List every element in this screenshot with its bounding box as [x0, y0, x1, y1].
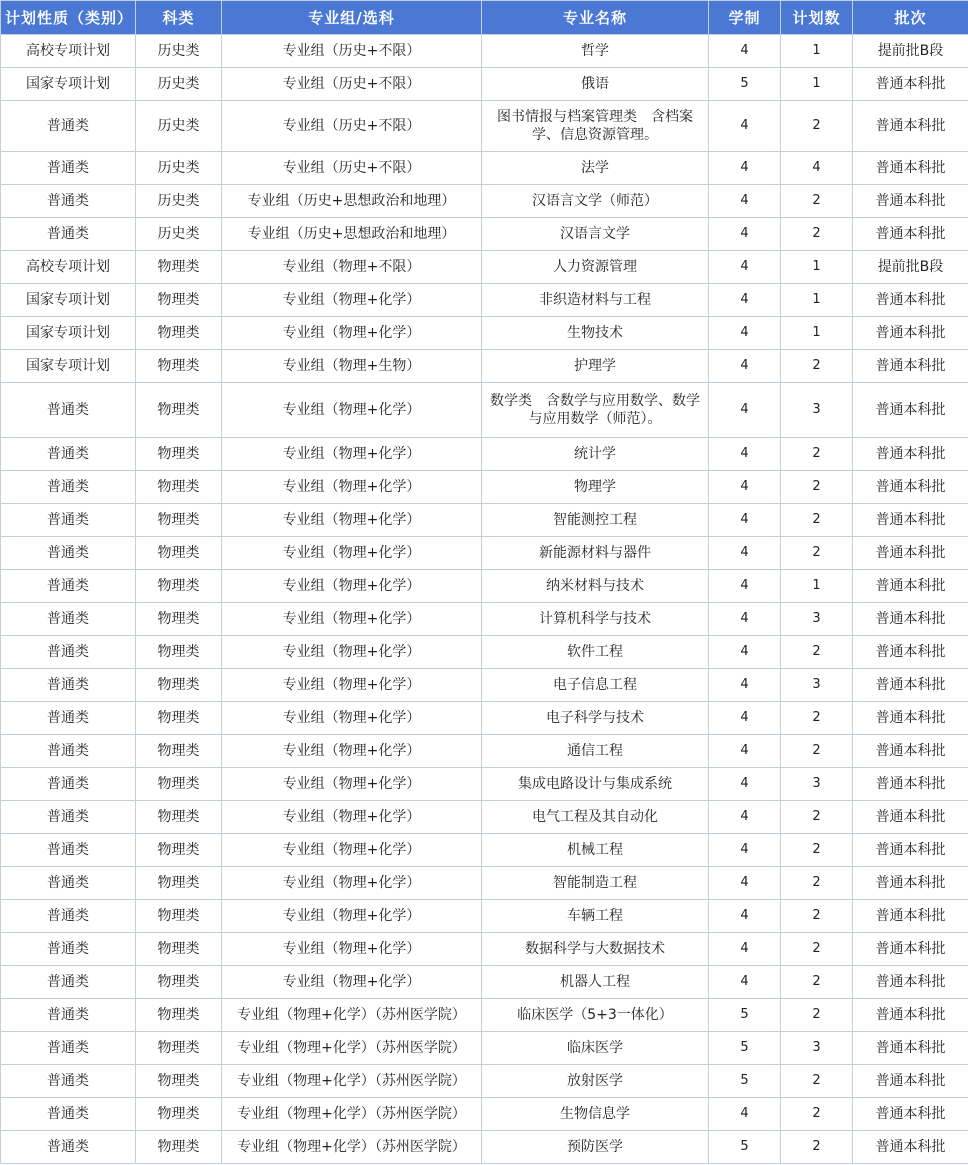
- batch-cell: 普通本科批: [853, 768, 968, 801]
- subject-category-cell: 物理类: [136, 966, 222, 999]
- plan-count-cell: 2: [781, 867, 853, 900]
- plan-count-cell: 1: [781, 251, 853, 284]
- major-group-cell: 专业组（物理+化学）: [222, 900, 482, 933]
- batch-cell: 普通本科批: [853, 834, 968, 867]
- subject-category-cell: 物理类: [136, 317, 222, 350]
- subject-category-cell: 历史类: [136, 101, 222, 152]
- plan-type-cell: 普通类: [1, 438, 136, 471]
- header-subject-category: 科类: [136, 1, 222, 35]
- major-name-cell: 软件工程: [482, 636, 709, 669]
- duration-cell: 4: [709, 35, 781, 68]
- subject-category-cell: 物理类: [136, 933, 222, 966]
- plan-type-cell: 普通类: [1, 603, 136, 636]
- table-body: [1, 35, 968, 1164]
- plan-type-cell: 普通类: [1, 504, 136, 537]
- major-name-cell: 计算机科学与技术: [482, 603, 709, 636]
- plan-type-cell: 普通类: [1, 636, 136, 669]
- plan-count-cell: 2: [781, 350, 853, 383]
- major-name-cell: 法学: [482, 152, 709, 185]
- table-row: [1, 801, 968, 834]
- plan-count-cell: 2: [781, 438, 853, 471]
- duration-cell: 5: [709, 68, 781, 101]
- major-name-cell: 护理学: [482, 350, 709, 383]
- batch-cell: 普通本科批: [853, 1065, 968, 1098]
- major-name-cell: 数据科学与大数据技术: [482, 933, 709, 966]
- batch-cell: 普通本科批: [853, 702, 968, 735]
- header-duration: 学制: [709, 1, 781, 35]
- major-name-cell: 临床医学: [482, 1032, 709, 1065]
- plan-count-cell: 3: [781, 383, 853, 438]
- table-row: [1, 768, 968, 801]
- duration-cell: 4: [709, 537, 781, 570]
- major-group-cell: 专业组（物理+化学）: [222, 284, 482, 317]
- table-row: [1, 1065, 968, 1098]
- subject-category-cell: 历史类: [136, 218, 222, 251]
- subject-category-cell: 物理类: [136, 471, 222, 504]
- plan-count-cell: 2: [781, 504, 853, 537]
- major-group-cell: 专业组（物理+化学）（苏州医学院）: [222, 1032, 482, 1065]
- duration-cell: 4: [709, 438, 781, 471]
- batch-cell: 普通本科批: [853, 603, 968, 636]
- subject-category-cell: 历史类: [136, 35, 222, 68]
- major-group-cell: 专业组（物理+生物）: [222, 350, 482, 383]
- duration-cell: 4: [709, 1098, 781, 1131]
- plan-count-cell: 3: [781, 603, 853, 636]
- major-name-cell: 图书情报与档案管理类 含档案学、信息资源管理。: [482, 101, 709, 152]
- header-major-group: 专业组/选科: [222, 1, 482, 35]
- table-row: [1, 218, 968, 251]
- plan-count-cell: 2: [781, 702, 853, 735]
- table-row: [1, 350, 968, 383]
- plan-count-cell: 2: [781, 834, 853, 867]
- batch-cell: 普通本科批: [853, 570, 968, 603]
- table-row: [1, 702, 968, 735]
- major-name-cell: 放射医学: [482, 1065, 709, 1098]
- duration-cell: 4: [709, 218, 781, 251]
- subject-category-cell: 物理类: [136, 504, 222, 537]
- major-group-cell: 专业组（物理+化学）: [222, 383, 482, 438]
- major-name-cell: 非织造材料与工程: [482, 284, 709, 317]
- table-row: [1, 101, 968, 152]
- table-row: [1, 471, 968, 504]
- batch-cell: 普通本科批: [853, 185, 968, 218]
- major-name-cell: 人力资源管理: [482, 251, 709, 284]
- major-group-cell: 专业组（物理+化学）: [222, 471, 482, 504]
- plan-count-cell: 2: [781, 471, 853, 504]
- subject-category-cell: 物理类: [136, 1131, 222, 1164]
- plan-type-cell: 普通类: [1, 1098, 136, 1131]
- plan-type-cell: 普通类: [1, 999, 136, 1032]
- plan-count-cell: 1: [781, 68, 853, 101]
- major-name-cell: 集成电路设计与集成系统: [482, 768, 709, 801]
- duration-cell: 4: [709, 768, 781, 801]
- subject-category-cell: 物理类: [136, 537, 222, 570]
- plan-type-cell: 普通类: [1, 801, 136, 834]
- plan-type-cell: 普通类: [1, 933, 136, 966]
- major-group-cell: 专业组（物理+化学）: [222, 966, 482, 999]
- plan-count-cell: 4: [781, 152, 853, 185]
- plan-count-cell: 2: [781, 218, 853, 251]
- plan-type-cell: 普通类: [1, 537, 136, 570]
- duration-cell: 4: [709, 504, 781, 537]
- duration-cell: 4: [709, 603, 781, 636]
- duration-cell: 5: [709, 1065, 781, 1098]
- duration-cell: 4: [709, 471, 781, 504]
- duration-cell: 4: [709, 185, 781, 218]
- subject-category-cell: 物理类: [136, 669, 222, 702]
- plan-type-cell: 普通类: [1, 185, 136, 218]
- duration-cell: 4: [709, 801, 781, 834]
- table-row: [1, 867, 968, 900]
- table-row: [1, 933, 968, 966]
- duration-cell: 4: [709, 933, 781, 966]
- plan-count-cell: 1: [781, 317, 853, 350]
- major-group-cell: 专业组（物理+化学）（苏州医学院）: [222, 1065, 482, 1098]
- subject-category-cell: 物理类: [136, 350, 222, 383]
- batch-cell: 提前批B段: [853, 251, 968, 284]
- major-group-cell: 专业组（历史+不限）: [222, 35, 482, 68]
- major-group-cell: 专业组（历史+不限）: [222, 152, 482, 185]
- major-group-cell: 专业组（物理+化学）: [222, 570, 482, 603]
- major-group-cell: 专业组（物理+化学）: [222, 867, 482, 900]
- batch-cell: 提前批B段: [853, 35, 968, 68]
- batch-cell: 普通本科批: [853, 1098, 968, 1131]
- header-batch: 批次: [853, 1, 968, 35]
- plan-count-cell: 2: [781, 537, 853, 570]
- batch-cell: 普通本科批: [853, 101, 968, 152]
- major-name-cell: 电气工程及其自动化: [482, 801, 709, 834]
- major-group-cell: 专业组（历史+不限）: [222, 101, 482, 152]
- table-row: [1, 1098, 968, 1131]
- plan-type-cell: 国家专项计划: [1, 350, 136, 383]
- table-row: [1, 603, 968, 636]
- plan-type-cell: 普通类: [1, 867, 136, 900]
- major-group-cell: 专业组（历史+不限）: [222, 68, 482, 101]
- table-row: [1, 284, 968, 317]
- duration-cell: 4: [709, 350, 781, 383]
- major-name-cell: 统计学: [482, 438, 709, 471]
- plan-count-cell: 1: [781, 35, 853, 68]
- table-row: [1, 1032, 968, 1065]
- duration-cell: 4: [709, 152, 781, 185]
- subject-category-cell: 物理类: [136, 1065, 222, 1098]
- major-name-cell: 电子科学与技术: [482, 702, 709, 735]
- subject-category-cell: 历史类: [136, 152, 222, 185]
- subject-category-cell: 物理类: [136, 603, 222, 636]
- major-name-cell: 物理学: [482, 471, 709, 504]
- plan-type-cell: 普通类: [1, 735, 136, 768]
- major-group-cell: 专业组（物理+化学）（苏州医学院）: [222, 999, 482, 1032]
- plan-count-cell: 2: [781, 1065, 853, 1098]
- major-group-cell: 专业组（物理+化学）: [222, 636, 482, 669]
- batch-cell: 普通本科批: [853, 504, 968, 537]
- major-name-cell: 纳米材料与技术: [482, 570, 709, 603]
- batch-cell: 普通本科批: [853, 537, 968, 570]
- plan-count-cell: 2: [781, 999, 853, 1032]
- table-row: [1, 438, 968, 471]
- batch-cell: 普通本科批: [853, 152, 968, 185]
- duration-cell: 4: [709, 284, 781, 317]
- table-row: [1, 251, 968, 284]
- header-plan-type: 计划性质（类别）: [1, 1, 136, 35]
- table-row: [1, 317, 968, 350]
- subject-category-cell: 历史类: [136, 68, 222, 101]
- table-row: [1, 504, 968, 537]
- duration-cell: 4: [709, 101, 781, 152]
- duration-cell: 4: [709, 966, 781, 999]
- duration-cell: 5: [709, 1032, 781, 1065]
- plan-type-cell: 普通类: [1, 966, 136, 999]
- major-name-cell: 车辆工程: [482, 900, 709, 933]
- plan-count-cell: 3: [781, 669, 853, 702]
- major-name-cell: 生物信息学: [482, 1098, 709, 1131]
- batch-cell: 普通本科批: [853, 284, 968, 317]
- plan-type-cell: 普通类: [1, 101, 136, 152]
- batch-cell: 普通本科批: [853, 636, 968, 669]
- header-plan-count: 计划数: [781, 1, 853, 35]
- major-name-cell: 数学类 含数学与应用数学、数学与应用数学（师范）。: [482, 383, 709, 438]
- major-group-cell: 专业组（物理+化学）: [222, 504, 482, 537]
- subject-category-cell: 物理类: [136, 438, 222, 471]
- subject-category-cell: 物理类: [136, 383, 222, 438]
- duration-cell: 4: [709, 735, 781, 768]
- plan-count-cell: 1: [781, 570, 853, 603]
- plan-count-cell: 2: [781, 735, 853, 768]
- plan-type-cell: 普通类: [1, 900, 136, 933]
- duration-cell: 4: [709, 669, 781, 702]
- plan-count-cell: 3: [781, 1032, 853, 1065]
- batch-cell: 普通本科批: [853, 900, 968, 933]
- table-row: [1, 152, 968, 185]
- subject-category-cell: 物理类: [136, 636, 222, 669]
- major-name-cell: 生物技术: [482, 317, 709, 350]
- plan-count-cell: 2: [781, 966, 853, 999]
- plan-type-cell: 普通类: [1, 768, 136, 801]
- table-row: [1, 35, 968, 68]
- major-group-cell: 专业组（物理+化学）: [222, 317, 482, 350]
- major-group-cell: 专业组（物理+化学）: [222, 537, 482, 570]
- plan-type-cell: 国家专项计划: [1, 317, 136, 350]
- plan-count-cell: 2: [781, 900, 853, 933]
- duration-cell: 4: [709, 702, 781, 735]
- plan-count-cell: 2: [781, 801, 853, 834]
- batch-cell: 普通本科批: [853, 383, 968, 438]
- subject-category-cell: 物理类: [136, 702, 222, 735]
- subject-category-cell: 物理类: [136, 867, 222, 900]
- major-group-cell: 专业组（历史+思想政治和地理）: [222, 218, 482, 251]
- major-group-cell: 专业组（物理+化学）: [222, 933, 482, 966]
- major-group-cell: 专业组（物理+化学）: [222, 669, 482, 702]
- subject-category-cell: 物理类: [136, 735, 222, 768]
- subject-category-cell: 物理类: [136, 834, 222, 867]
- major-name-cell: 通信工程: [482, 735, 709, 768]
- plan-count-cell: 2: [781, 101, 853, 152]
- plan-count-cell: 2: [781, 185, 853, 218]
- table-row: [1, 900, 968, 933]
- major-group-cell: 专业组（历史+思想政治和地理）: [222, 185, 482, 218]
- batch-cell: 普通本科批: [853, 438, 968, 471]
- major-name-cell: 新能源材料与器件: [482, 537, 709, 570]
- major-name-cell: 汉语言文学（师范）: [482, 185, 709, 218]
- batch-cell: 普通本科批: [853, 1131, 968, 1164]
- major-group-cell: 专业组（物理+化学）: [222, 801, 482, 834]
- major-group-cell: 专业组（物理+化学）: [222, 438, 482, 471]
- plan-type-cell: 普通类: [1, 669, 136, 702]
- major-group-cell: 专业组（物理+化学）: [222, 834, 482, 867]
- plan-count-cell: 3: [781, 768, 853, 801]
- subject-category-cell: 历史类: [136, 185, 222, 218]
- subject-category-cell: 物理类: [136, 284, 222, 317]
- plan-type-cell: 普通类: [1, 570, 136, 603]
- batch-cell: 普通本科批: [853, 218, 968, 251]
- major-name-cell: 机械工程: [482, 834, 709, 867]
- major-name-cell: 临床医学（5+3一体化）: [482, 999, 709, 1032]
- duration-cell: 4: [709, 636, 781, 669]
- plan-type-cell: 普通类: [1, 218, 136, 251]
- subject-category-cell: 物理类: [136, 1032, 222, 1065]
- major-name-cell: 智能测控工程: [482, 504, 709, 537]
- plan-type-cell: 国家专项计划: [1, 68, 136, 101]
- table-row: [1, 735, 968, 768]
- major-group-cell: 专业组（物理+化学）（苏州医学院）: [222, 1131, 482, 1164]
- plan-count-cell: 1: [781, 284, 853, 317]
- batch-cell: 普通本科批: [853, 68, 968, 101]
- table-row: [1, 537, 968, 570]
- plan-type-cell: 普通类: [1, 1065, 136, 1098]
- plan-count-cell: 2: [781, 636, 853, 669]
- duration-cell: 5: [709, 1131, 781, 1164]
- table-row: [1, 834, 968, 867]
- plan-count-cell: 2: [781, 1098, 853, 1131]
- batch-cell: 普通本科批: [853, 801, 968, 834]
- batch-cell: 普通本科批: [853, 317, 968, 350]
- plan-count-cell: 2: [781, 1131, 853, 1164]
- major-group-cell: 专业组（物理+化学）: [222, 603, 482, 636]
- table-row: [1, 966, 968, 999]
- batch-cell: 普通本科批: [853, 350, 968, 383]
- batch-cell: 普通本科批: [853, 1032, 968, 1065]
- major-name-cell: 预防医学: [482, 1131, 709, 1164]
- table-row: [1, 1131, 968, 1164]
- plan-type-cell: 普通类: [1, 1131, 136, 1164]
- table-row: [1, 570, 968, 603]
- batch-cell: 普通本科批: [853, 933, 968, 966]
- duration-cell: 4: [709, 317, 781, 350]
- major-name-cell: 俄语: [482, 68, 709, 101]
- subject-category-cell: 物理类: [136, 801, 222, 834]
- table-row: [1, 383, 968, 438]
- subject-category-cell: 物理类: [136, 1098, 222, 1131]
- batch-cell: 普通本科批: [853, 999, 968, 1032]
- plan-type-cell: 国家专项计划: [1, 284, 136, 317]
- plan-type-cell: 普通类: [1, 471, 136, 504]
- batch-cell: 普通本科批: [853, 669, 968, 702]
- duration-cell: 4: [709, 834, 781, 867]
- plan-type-cell: 普通类: [1, 1032, 136, 1065]
- duration-cell: 4: [709, 867, 781, 900]
- major-name-cell: 汉语言文学: [482, 218, 709, 251]
- major-name-cell: 机器人工程: [482, 966, 709, 999]
- major-group-cell: 专业组（物理+化学）（苏州医学院）: [222, 1098, 482, 1131]
- plan-type-cell: 高校专项计划: [1, 35, 136, 68]
- plan-type-cell: 普通类: [1, 383, 136, 438]
- duration-cell: 4: [709, 383, 781, 438]
- major-name-cell: 哲学: [482, 35, 709, 68]
- batch-cell: 普通本科批: [853, 867, 968, 900]
- batch-cell: 普通本科批: [853, 735, 968, 768]
- subject-category-cell: 物理类: [136, 999, 222, 1032]
- major-group-cell: 专业组（物理+化学）: [222, 768, 482, 801]
- major-name-cell: 电子信息工程: [482, 669, 709, 702]
- batch-cell: 普通本科批: [853, 966, 968, 999]
- duration-cell: 5: [709, 999, 781, 1032]
- major-group-cell: 专业组（物理+化学）: [222, 702, 482, 735]
- table-row: [1, 636, 968, 669]
- subject-category-cell: 物理类: [136, 570, 222, 603]
- table-row: [1, 669, 968, 702]
- duration-cell: 4: [709, 900, 781, 933]
- table-row: [1, 999, 968, 1032]
- plan-count-cell: 2: [781, 933, 853, 966]
- plan-type-cell: 高校专项计划: [1, 251, 136, 284]
- subject-category-cell: 物理类: [136, 768, 222, 801]
- major-group-cell: 专业组（物理+化学）: [222, 735, 482, 768]
- subject-category-cell: 物理类: [136, 251, 222, 284]
- table-row: [1, 185, 968, 218]
- duration-cell: 4: [709, 251, 781, 284]
- header-major-name: 专业名称: [482, 1, 709, 35]
- table-header-row: [1, 1, 968, 35]
- table-row: [1, 68, 968, 101]
- plan-type-cell: 普通类: [1, 834, 136, 867]
- subject-category-cell: 物理类: [136, 900, 222, 933]
- plan-type-cell: 普通类: [1, 152, 136, 185]
- major-name-cell: 智能制造工程: [482, 867, 709, 900]
- plan-type-cell: 普通类: [1, 702, 136, 735]
- major-group-cell: 专业组（物理+不限）: [222, 251, 482, 284]
- batch-cell: 普通本科批: [853, 471, 968, 504]
- duration-cell: 4: [709, 570, 781, 603]
